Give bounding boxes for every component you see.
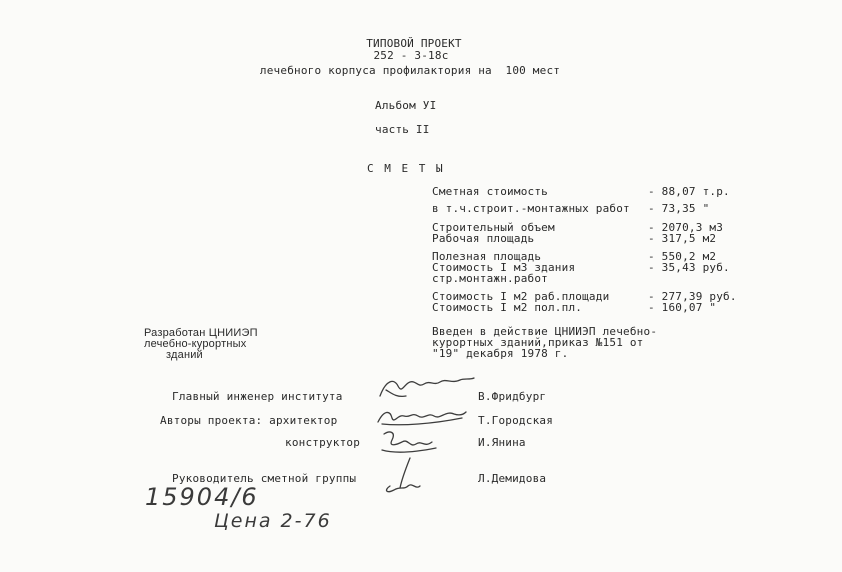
estimate-label: стр.монтажн.работ [432,272,548,285]
staff-role: Руководитель сметной группы [172,472,357,485]
estimate-label: Рабочая площадь [432,232,535,245]
estimate-label: Стоимость I м3 здания [432,261,576,274]
project-description: лечебного корпуса профилактория на 100 мест [259,64,561,77]
introduced-line: "19" декабря 1978 г. [432,347,569,360]
signature-architect [376,404,468,428]
estimate-label: Стоимость I м2 пол.пл. [432,301,583,314]
estimate-value: - 317,5 м2 [648,232,717,245]
estimate-value: - 73,35 " [648,202,710,215]
staff-role: Авторы проекта: архитектор [160,414,338,427]
introduced-line: Введен в действие ЦНИИЭП лечебно- [432,325,658,338]
staff-name: Т.Городская [478,414,554,427]
staff-name: И.Янина [478,436,526,449]
project-number: 252 - 3-18с [373,49,449,62]
staff-role: конструктор [285,436,361,449]
estimate-value: - 35,43 руб. [648,261,730,274]
estimate-label: Строительный объем [432,221,555,234]
handwritten-price: Цена 2-76 [214,510,332,532]
estimate-label: Полезная площадь [432,250,542,263]
estimate-value: - 2070,3 м3 [648,221,724,234]
staff-name: Л.Демидова [478,472,547,485]
estimate-value: - 160,07 " [648,301,717,314]
estimate-label: Сметная стоимость [432,185,548,198]
estimate-value: - 88,07 т.р. [648,185,730,198]
developer-line: Разработан ЦНИИЭП [144,327,258,339]
developer-line: лечебно-курортных [144,338,247,350]
part-label: часть II [375,123,430,136]
estimate-value: - 550,2 м2 [648,250,717,263]
estimate-label: Стоимость I м2 раб.площади [432,290,610,303]
staff-name: В.Фридбург [478,390,547,403]
signature-chief-engineer [376,372,476,404]
signature-estimates-head [380,456,440,496]
estimate-label: в т.ч.строит.-монтажных работ [432,202,630,215]
handwritten-number: 15904/6 [145,483,259,511]
introduced-line: курортных зданий,приказ №151 от [432,336,644,349]
staff-role: Главный инженер института [172,390,343,403]
developer-line: зданий [166,349,203,361]
signature-constructor [380,428,440,458]
estimate-value: - 277,39 руб. [648,290,737,303]
section-title: С М Е Т Ы [367,162,445,175]
project-type-title: ТИПОВОЙ ПРОЕКТ [366,37,462,50]
album-label: Альбом УI [375,99,437,112]
